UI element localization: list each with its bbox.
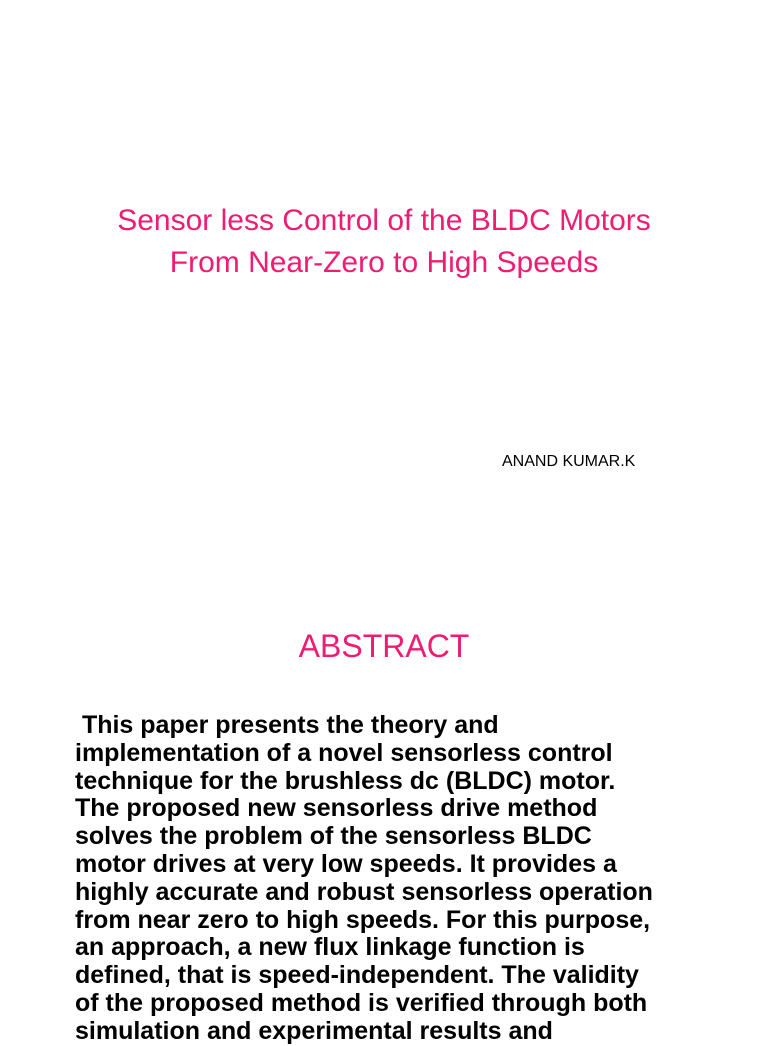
document-title	[0, 200, 768, 284]
abstract-line: from near zero to high speeds. For this purpose,	[75, 905, 651, 934]
abstract-line: an approach, a new flux linkage function is	[75, 933, 585, 962]
abstract-line: solves the problem of the sensorless BLDC	[75, 822, 592, 851]
abstract-line: of the proposed method is verified through both	[75, 988, 648, 1017]
abstract-heading: ABSTRACT	[298, 628, 470, 664]
abstract-line: highly accurate and robust sensorless operation	[75, 877, 653, 906]
title-line-2: From Near-Zero to High Speeds	[169, 246, 599, 279]
abstract-line: defined, that is speed-independent. The validity	[75, 961, 639, 990]
abstract-text	[75, 712, 755, 1046]
abstract-line: The proposed new sensorless drive method	[75, 794, 598, 823]
abstract-line: simulation and experimental results and	[75, 1016, 553, 1045]
abstract-line: technique for the brushless dc (BLDC) motor.	[75, 766, 616, 795]
abstract-line: This paper presents the theory and	[75, 711, 499, 739]
author-name: ANAND KUMAR.K	[502, 453, 636, 470]
abstract-line: motor drives at very low speeds. It provides a	[75, 849, 617, 878]
abstract-line: implementation of a novel sensorless control	[75, 738, 613, 767]
title-line-1: Sensor less Control of the BLDC Motors	[117, 204, 651, 237]
